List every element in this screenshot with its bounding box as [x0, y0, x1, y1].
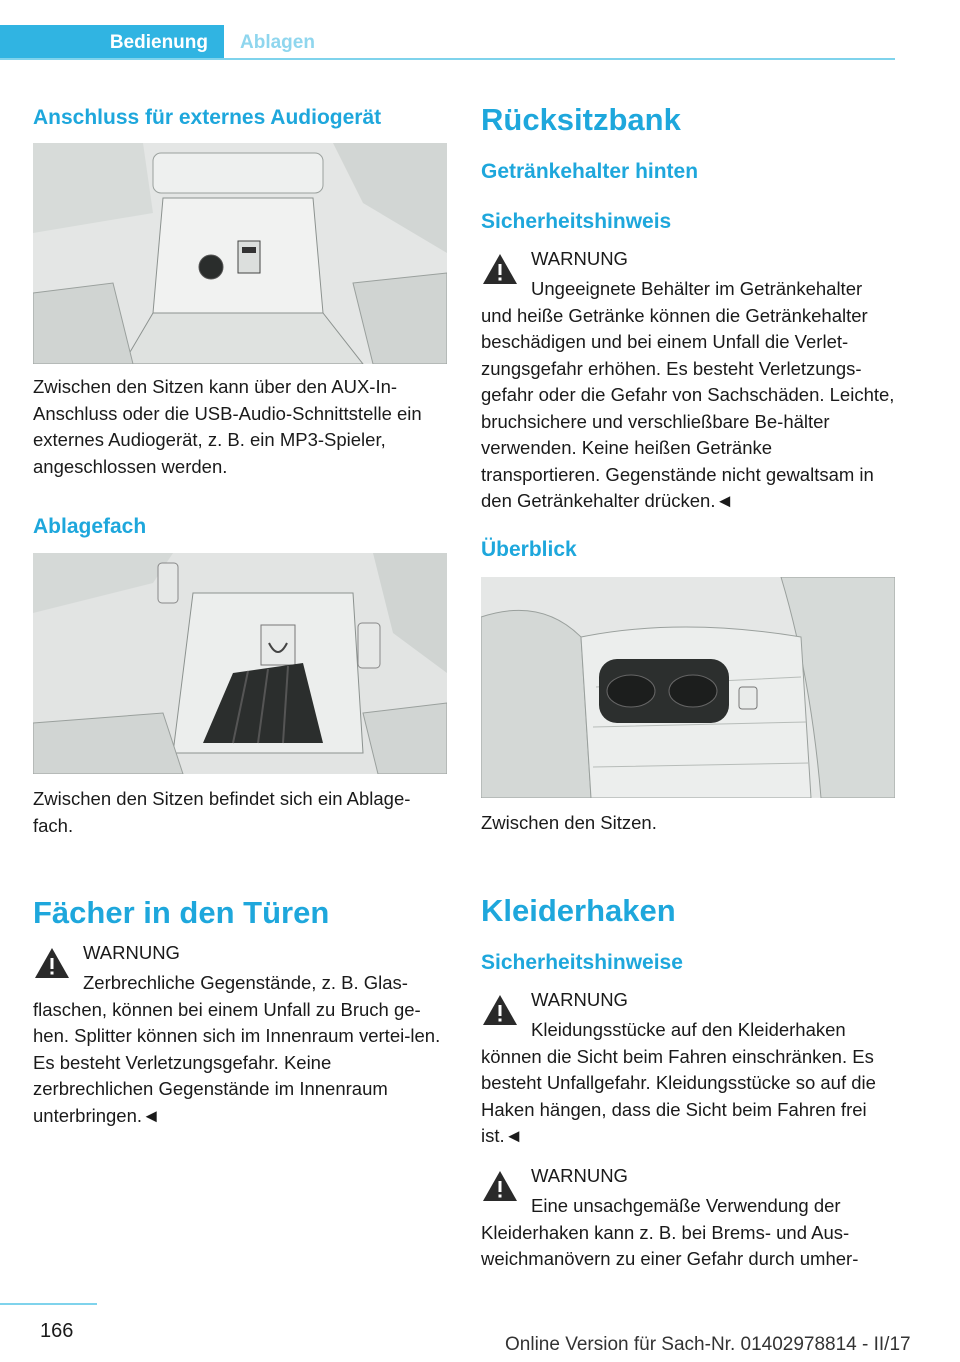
page-number: 166	[40, 1320, 74, 1342]
kleider-sub-heading: Sicherheitshinweise	[481, 951, 683, 974]
warning-text: Kleidungsstücke auf den Kleiderhaken können die Sicht beim Fahren einschränken. Es besteht Unfallgefahr. Kleidungsstücke so auf die Haken hängen, dass die Sicht beim Fahren frei ist.◄	[481, 1019, 876, 1146]
aux-text: Zwischen den Sitzen kann über den AUX-In-Anschluss oder die USB-Audio-Schnittstelle ein externes Audiogerät, z. B. ein MP3-Spieler, angeschlossen werden.	[33, 376, 422, 477]
warning-label: WARNUNG	[531, 1165, 628, 1186]
warning-text: Ungeeignete Behälter im Getränkehalter und heiße Getränke können die Getränkehalter beschädigen und bei einem Unfall die Verlet-zungsgefahr erhöhen. Es besteht Verletzungs-gefahr oder die Gefahr von Sachschäden. Leichte, bruchsichere und verschließbare Be-hälter verwenden. Keine heißen Getränke transportieren. Gegenstände nicht gewaltsam in den Getränkehalter drücken.◄	[481, 278, 895, 511]
tab-ablagen[interactable]: Ablagen	[240, 31, 315, 53]
tueren-heading: Fächer in den Türen	[33, 895, 330, 930]
footer-rule	[0, 1303, 97, 1305]
warning-label: WARNUNG	[83, 942, 180, 963]
ablage-text: Zwischen den Sitzen befindet sich ein Ablage-fach.	[33, 788, 411, 836]
tab-bedienung[interactable]: Bedienung	[0, 25, 224, 60]
ueberblick-text: Zwischen den Sitzen.	[481, 812, 657, 833]
ueberblick-heading: Überblick	[481, 538, 577, 561]
header-rule	[0, 58, 895, 60]
kleider-heading: Kleiderhaken	[481, 893, 676, 928]
ablage-figure	[33, 553, 447, 774]
warning-text: Eine unsachgemäße Verwendung der Kleiderhaken kann z. B. bei Brems- und Aus-weichmanövern zu einer Gefahr durch umher-	[481, 1195, 859, 1269]
aux-figure	[33, 143, 447, 364]
ruecksitz-heading: Rücksitzbank	[481, 102, 681, 137]
warning-text: Zerbrechliche Gegenstände, z. B. Glas-flaschen, können bei einem Unfall zu Bruch ge-hen. Splitter können sich im Innenraum vertei-len. Es besteht Verletzungsgefahr. Keine zerbrechlichen Gegenstände im Innenraum unterbringen.◄	[33, 972, 441, 1126]
sicherheit-heading: Sicherheitshinweis	[481, 210, 672, 233]
warning-label: WARNUNG	[531, 248, 628, 269]
getraenk-heading: Getränkehalter hinten	[481, 160, 699, 183]
warning-label: WARNUNG	[531, 989, 628, 1010]
aux-heading: Anschluss für externes Audiogerät	[33, 106, 382, 129]
chapter-tab-bar	[0, 0, 895, 62]
cupholder-figure	[481, 577, 895, 798]
ablage-heading: Ablagefach	[33, 515, 147, 538]
online-version-note: Online Version für Sach-Nr. 01402978814 - II/17	[505, 1334, 911, 1355]
